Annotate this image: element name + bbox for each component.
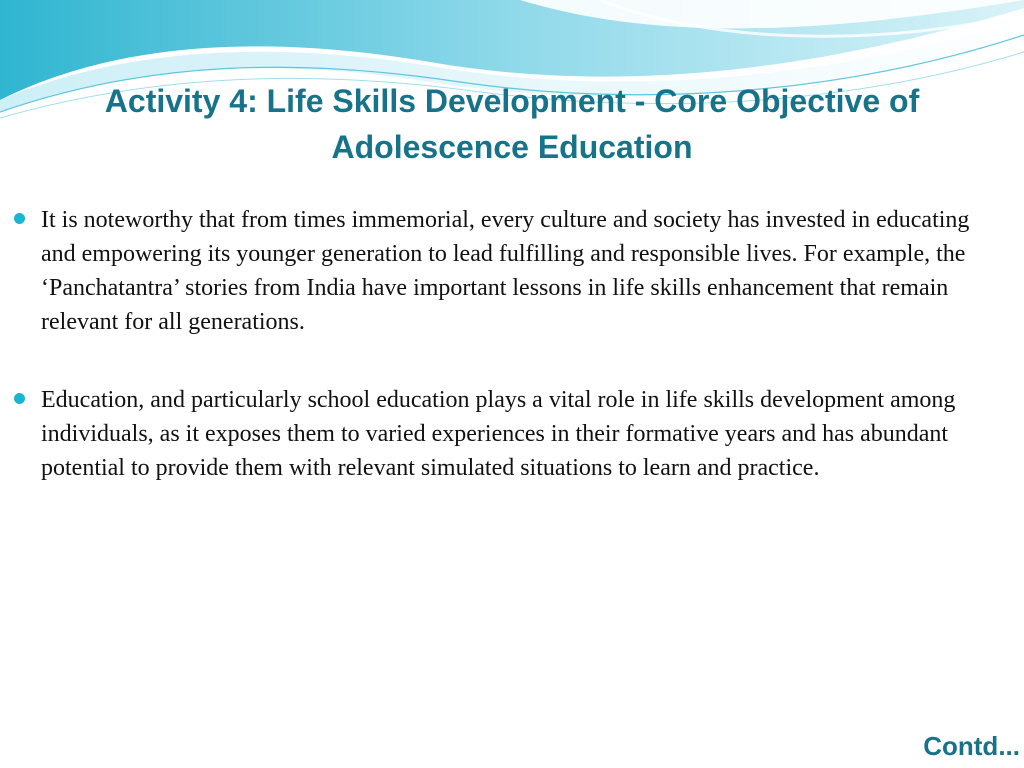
slide-title: Activity 4: Life Skills Development - Core Objective of Adolescence Education: [104, 83, 920, 165]
bullet-text: It is noteworthy that from times immemorial, every culture and society has invested in educating and empowering its younger generation to lead fulfilling and responsible lives. For example, the ‘Panchatantra’ stories from India have important lessons in life skills enhancement that remain relevant for all generations.: [41, 207, 970, 335]
bullet-item: [14, 203, 1010, 339]
bullet-list: [14, 203, 1010, 529]
bullet-dot-icon: [14, 393, 25, 404]
bullet-item: [14, 383, 1010, 485]
bullet-dot-icon: [14, 213, 25, 224]
bullet-text: Education, and particularly school education plays a vital role in life skills development among individuals, as it exposes them to varied experiences in their formative years and has abundant potential to provide them with relevant simulated situations to learn and practice.: [41, 387, 956, 481]
contd-label: Contd...: [923, 731, 1020, 761]
